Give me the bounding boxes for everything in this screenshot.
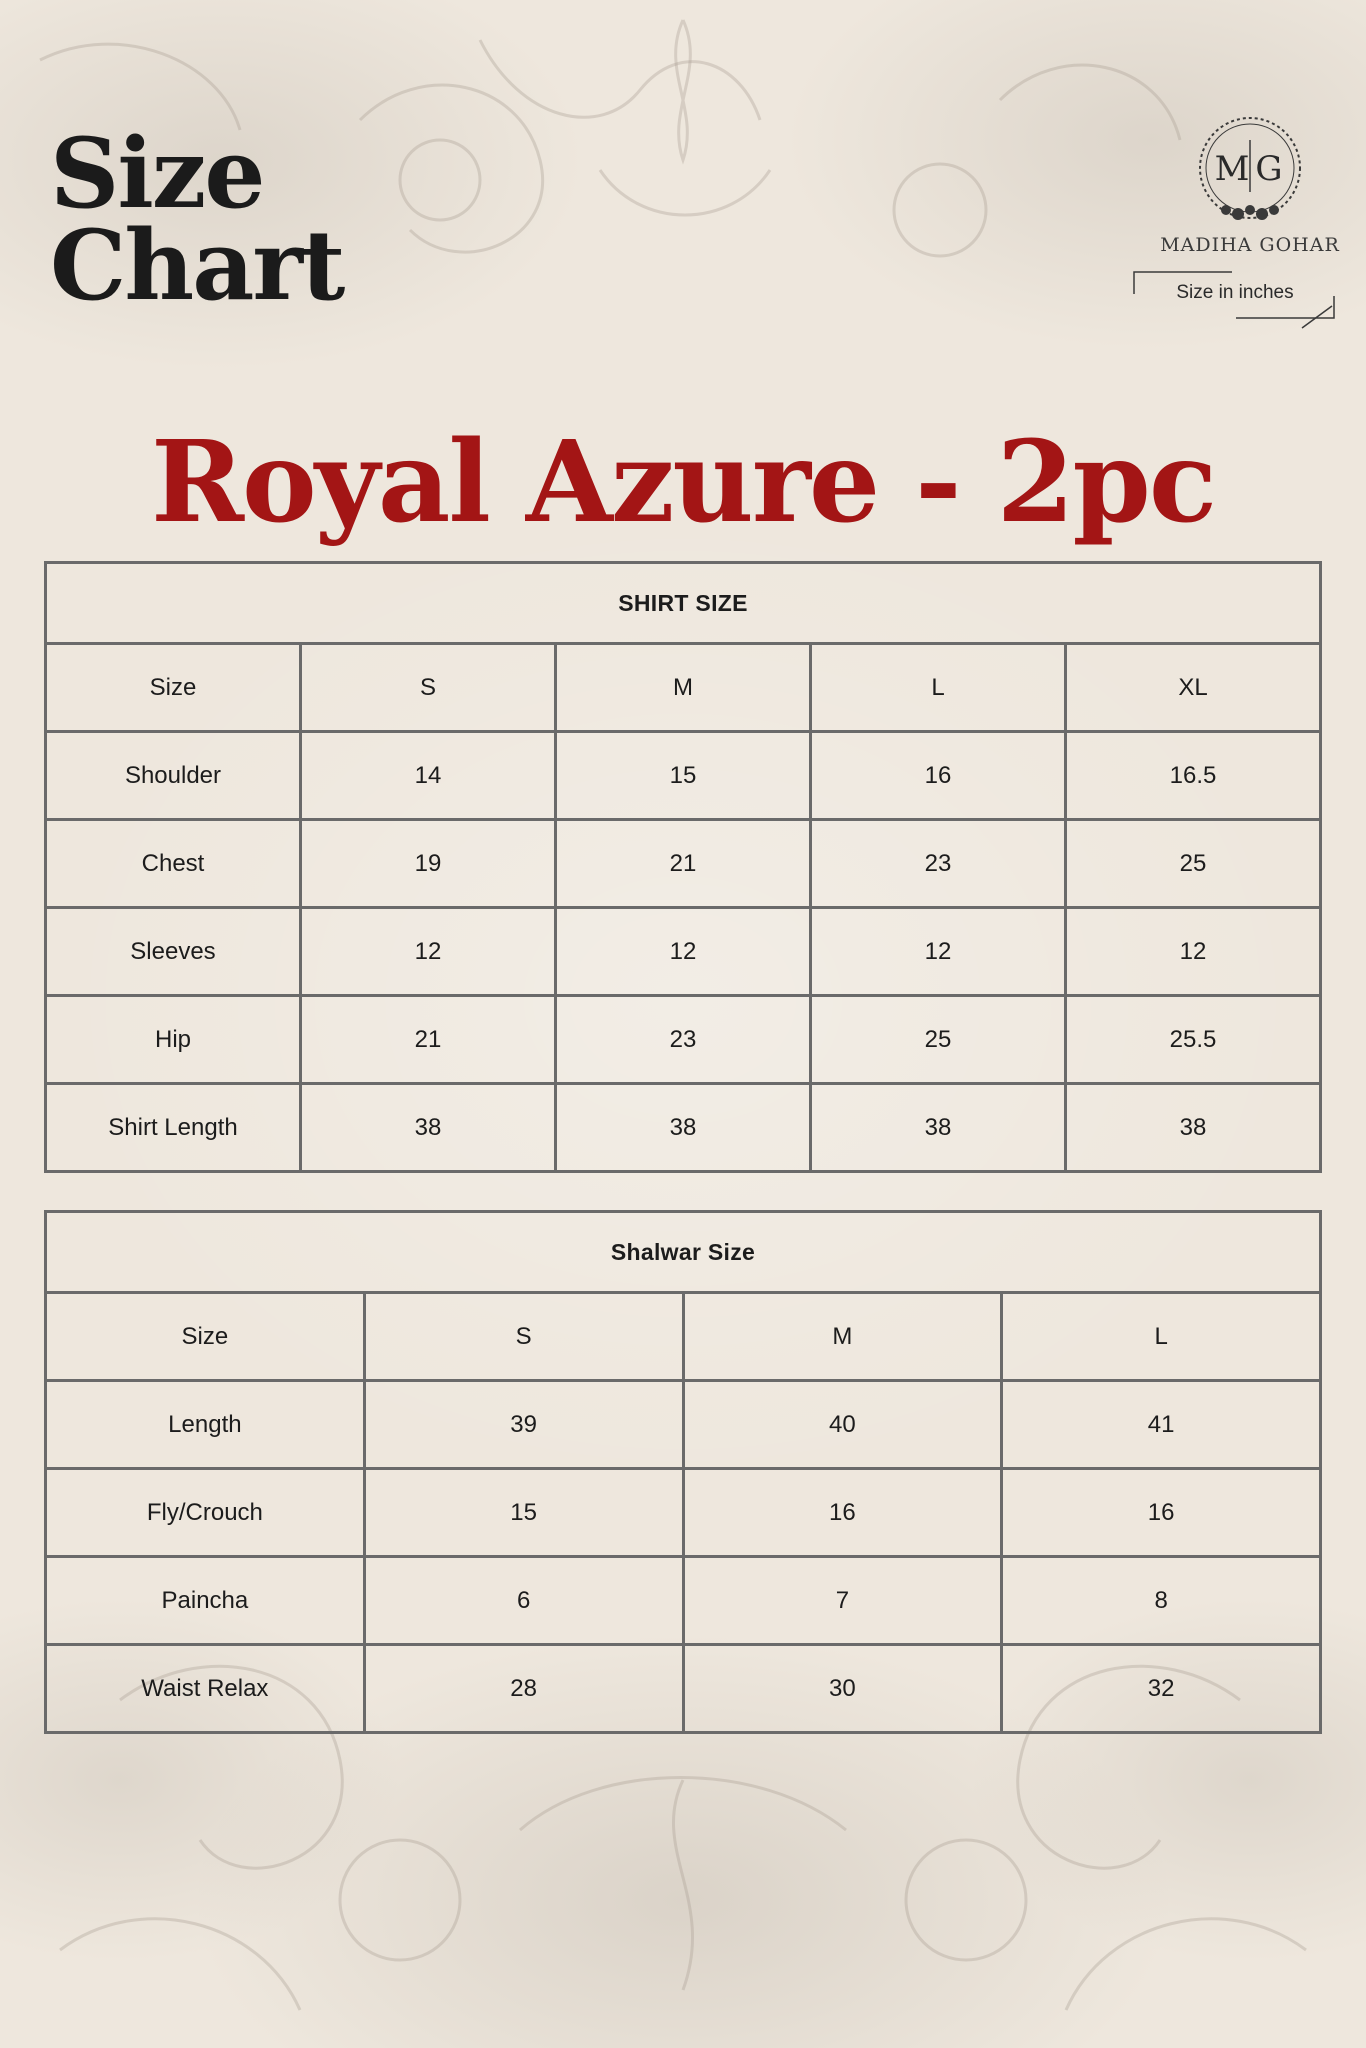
measurement-cell: 7 xyxy=(683,1557,1002,1645)
brand-name: MADIHA GOHAR xyxy=(1160,234,1340,256)
row-label: Paincha xyxy=(46,1557,365,1645)
unit-note xyxy=(1132,270,1338,330)
row-label: Shoulder xyxy=(46,732,301,820)
measurement-cell: 19 xyxy=(301,820,556,908)
shirt-size-table xyxy=(44,561,1322,1173)
shirt-header-row xyxy=(46,644,1321,732)
table-row xyxy=(46,1381,1321,1469)
shalwar-header-row xyxy=(46,1293,1321,1381)
brand-logo-block xyxy=(1160,112,1340,256)
measurement-cell: 6 xyxy=(364,1557,683,1645)
measurement-cell: 41 xyxy=(1002,1381,1321,1469)
measurement-cell: 30 xyxy=(683,1645,1002,1733)
column-header: XL xyxy=(1066,644,1321,732)
shalwar-title-row xyxy=(46,1212,1321,1293)
column-header: Size xyxy=(46,644,301,732)
measurement-cell: 15 xyxy=(556,732,811,820)
measurement-cell: 12 xyxy=(301,908,556,996)
row-label: Fly/Crouch xyxy=(46,1469,365,1557)
measurement-cell: 25.5 xyxy=(1066,996,1321,1084)
measurement-cell: 12 xyxy=(556,908,811,996)
table-row xyxy=(46,908,1321,996)
measurement-cell: 21 xyxy=(556,820,811,908)
table-row xyxy=(46,1084,1321,1172)
table-row xyxy=(46,820,1321,908)
measurement-cell: 21 xyxy=(301,996,556,1084)
column-header: S xyxy=(301,644,556,732)
measurement-cell: 12 xyxy=(811,908,1066,996)
measurement-cell: 16 xyxy=(811,732,1066,820)
column-header: Size xyxy=(46,1293,365,1381)
measurement-cell: 16 xyxy=(683,1469,1002,1557)
product-title: Royal Azure - 2pc xyxy=(150,417,1216,548)
measurement-cell: 25 xyxy=(1066,820,1321,908)
row-label: Waist Relax xyxy=(46,1645,365,1733)
measurement-cell: 23 xyxy=(811,820,1066,908)
shirt-title-row xyxy=(46,563,1321,644)
row-label: Shirt Length xyxy=(46,1084,301,1172)
measurement-cell: 32 xyxy=(1002,1645,1321,1733)
table-row xyxy=(46,996,1321,1084)
floral-wreath-icon xyxy=(1190,112,1310,232)
table-row xyxy=(46,1557,1321,1645)
measurement-cell: 16 xyxy=(1002,1469,1321,1557)
heading-line-1: Size xyxy=(50,117,264,230)
row-label: Length xyxy=(46,1381,365,1469)
column-header: L xyxy=(811,644,1066,732)
table-row xyxy=(46,732,1321,820)
column-header: M xyxy=(683,1293,1002,1381)
monogram-left: M xyxy=(1214,149,1250,189)
measurement-cell: 12 xyxy=(1066,908,1321,996)
measurement-cell: 39 xyxy=(364,1381,683,1469)
measurement-cell: 38 xyxy=(301,1084,556,1172)
column-header: S xyxy=(364,1293,683,1381)
measurement-cell: 38 xyxy=(811,1084,1066,1172)
measurement-cell: 40 xyxy=(683,1381,1002,1469)
table-row xyxy=(46,1645,1321,1733)
row-label: Hip xyxy=(46,996,301,1084)
measurement-cell: 16.5 xyxy=(1066,732,1321,820)
heading-line-2: Chart xyxy=(50,209,344,322)
monogram-right: G xyxy=(1255,149,1283,189)
shirt-table-title: SHIRT SIZE xyxy=(46,563,1321,644)
size-chart-heading xyxy=(50,117,344,322)
shalwar-table-title: Shalwar Size xyxy=(46,1212,1321,1293)
column-header: L xyxy=(1002,1293,1321,1381)
measurement-cell: 15 xyxy=(364,1469,683,1557)
measurement-cell: 38 xyxy=(556,1084,811,1172)
row-label: Sleeves xyxy=(46,908,301,996)
measurement-cell: 14 xyxy=(301,732,556,820)
column-header: M xyxy=(556,644,811,732)
measurement-cell: 28 xyxy=(364,1645,683,1733)
measurement-cell: 25 xyxy=(811,996,1066,1084)
table-row xyxy=(46,1469,1321,1557)
measurement-cell: 38 xyxy=(1066,1084,1321,1172)
shalwar-size-table xyxy=(44,1210,1322,1734)
row-label: Chest xyxy=(46,820,301,908)
measurement-cell: 23 xyxy=(556,996,811,1084)
measurement-cell: 8 xyxy=(1002,1557,1321,1645)
unit-note-text: Size in inches xyxy=(1176,282,1294,303)
